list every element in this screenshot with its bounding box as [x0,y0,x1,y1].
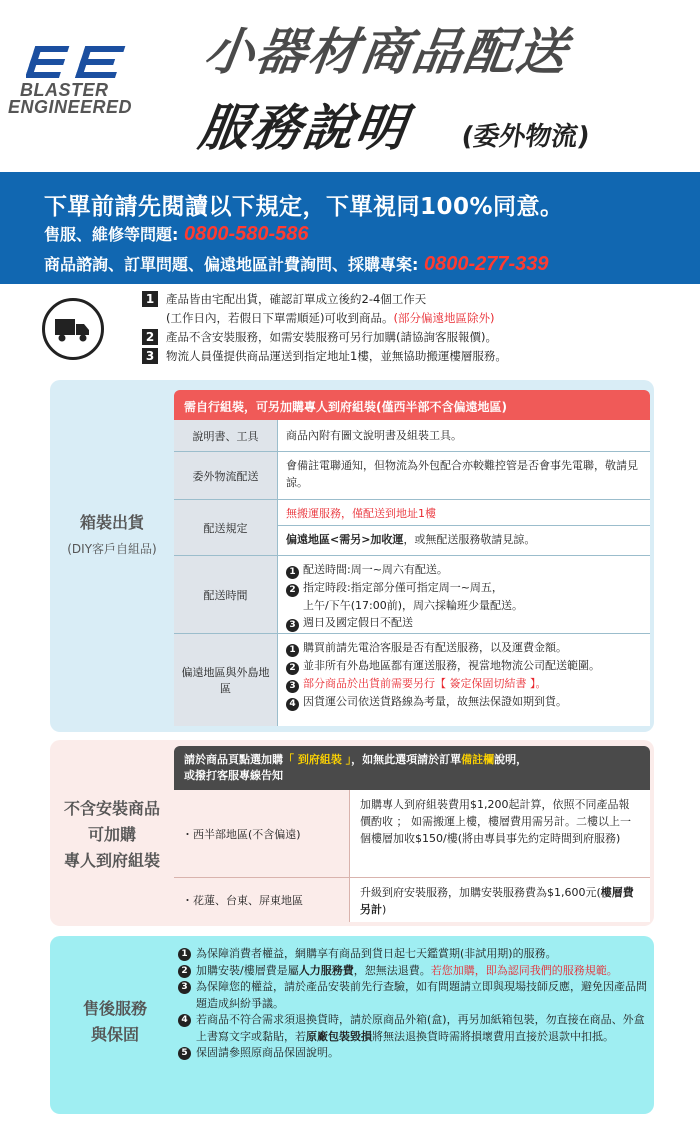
brand-name-line1: BLASTER [20,80,109,100]
service-contact [44,222,309,246]
row2-text-c: ) [382,903,387,916]
number-circle: 3 [178,981,191,994]
header-text-c: 說明， [494,753,528,766]
time-item-3 [286,614,642,632]
row-label: 委外物流配送 [174,452,278,499]
row2-text-a: 升級到府安裝服務，加購安裝服務費為$1,600元( [360,886,601,899]
section-2-table [174,746,650,922]
row-text: 加購專人到府組裝費用$1,200起計算，依照不同產品報價酌收 ； 如需搬運上樓，樓層費用需另計。二樓以上一個樓層加收$150/樓(將由專員事先約定時間到府服務) [350,790,650,877]
section-2-line3: 專人到府組裝 [63,851,160,870]
number-circle: 3 [286,680,299,693]
row-label: 說明書、工具 [174,420,278,451]
list-item [178,946,648,963]
truck-icon [42,298,104,360]
notice-item-1-text: 產品皆由宅配出貨，確認訂單成立後約2-4個工作天 [166,292,427,306]
row-text: 商品內附有圖文說明書及組裝工具。 [286,429,462,442]
row-label: ・花蓮、台東、屏東地區 [174,878,350,922]
header-highlight-1: 「 到府組裝 」 [283,753,352,766]
section-1-subtitle: (DIY客戶自組品) [67,542,157,556]
item4-text-a: 若商品不符合需求須退換貨時，請於原商品外箱(盒)，再另加紙箱包裝，勿直接在商品、外盒上書寫文字或黏貼，若 [196,1013,645,1043]
notice-item-1-red: (部分偏遠地區除外) [393,311,495,325]
page-title-line1: 小器材商品配送 [200,23,573,81]
number-circle: 1 [286,566,299,579]
section-3-line1: 售後服務 [82,999,147,1018]
section-2-line2: 可加購 [87,825,136,844]
section-2-header [174,746,650,790]
delivery-rule-cell [278,500,650,555]
time-item-1-text: 配送時間:周一~周六有配送。 [303,563,448,576]
page-title-subtitle: (委外物流) [459,122,592,152]
time-item-2 [286,579,642,597]
number-circle: 1 [178,948,191,961]
page-title-line2: 服務說明 [195,99,412,157]
after-sales-list [178,946,648,1062]
item4-text-c: 將無法退換貨時需將損壞費用直接於退款中扣抵。 [372,1029,614,1043]
time-item-3-text: 週日及國定假日不配送 [303,616,413,629]
list-item [178,1045,648,1062]
table-row [174,790,650,878]
delivery-rule-2-bold: 偏遠地區<需另>加收運 [286,533,404,546]
after-sales-section [50,936,654,1114]
remote-item-1 [286,639,642,657]
section-1-header: 需自行組裝，可另加購專人到府組裝(僅西半部不含偏遠地區) [174,390,650,420]
list-item [178,979,648,1012]
list-item-text: 保固請參照原商品保固說明。 [196,1046,339,1059]
sales-label: 商品諮詢、訂單問題、偏遠地區計費詢問、採購專案: [44,255,424,274]
delivery-rule-2-rest: ，或無配送服務敬請見諒。 [403,533,536,546]
delivery-rule-2 [278,526,650,553]
service-label: 售服、維修等問題: [44,225,184,244]
item2-text-c: ，恕無法退費。 [353,963,431,977]
time-item-2-text: 指定時段:指定部分僅可指定周一~周五， [303,581,503,594]
boxed-shipping-section [50,380,654,732]
list-item [178,1012,648,1045]
notice-item-1-line2: (工作日內，若假日下單需順延)可收到商品。 [166,311,394,325]
section-2-label [50,796,174,874]
row-label: 偏遠地區與外島地區 [174,634,278,726]
item2-text-a: 加購安裝/樓層費是屬 [196,963,299,977]
section-1-table [174,390,650,726]
number-circle: 5 [178,1047,191,1060]
number-badge: 2 [142,329,158,345]
remote-item-2-text: 並非所有外島地區都有運送服務，視當地物流公司配送範圍。 [303,659,600,672]
time-item-2b: 上午/下午(17:00前)，周六採輪班少量配送。 [303,599,523,612]
remote-area-cell [278,634,650,726]
number-circle: 2 [178,965,191,978]
table-row [174,420,650,452]
banner-title: 下單前請先閱讀以下規定，下單視同100%同意。 [44,194,564,220]
brand-logo [8,40,188,130]
table-row [174,500,650,556]
row-label: 配送規定 [174,500,278,555]
number-circle: 2 [286,584,299,597]
section-1-title: 箱裝出貨 [79,513,144,532]
section-3-label [60,996,170,1048]
be-logo-icon [26,44,146,80]
notice-item-1-cont [142,309,682,327]
list-item-text [196,963,618,980]
remote-item-4 [286,693,642,711]
remote-item-4-text: 因貨運公司依送貨路線為考量，故無法保證如期到貨。 [303,695,567,708]
notice-item-3-text: 物流人員僅提供商品運送到指定地址1樓，並無協助搬運樓層服務。 [166,349,507,363]
contact-banner [0,172,700,284]
number-badge: 1 [142,291,158,307]
section-3-line2: 與保固 [90,1025,139,1044]
number-circle: 3 [286,619,299,632]
list-item-text: 為保障您的權益，請於產品安裝前先行查驗，如有問題請立即與現場技師反應，避免因產品問題造成糾紛爭議。 [196,980,647,1010]
sales-contact [44,252,549,276]
list-item-text [196,1012,648,1045]
service-phone[interactable]: 0800-580-586 [183,223,309,245]
remote-item-2 [286,657,642,675]
item2-text-red: 若您加購，即為認同我們的服務規範。 [430,963,618,977]
notice-item-3 [142,347,682,365]
table-row [174,634,650,726]
number-circle: 4 [286,698,299,711]
notice-item-2 [142,328,682,346]
number-circle: 4 [178,1014,191,1027]
table-row [174,452,650,500]
truck-glyph-icon [45,301,101,357]
page-header [0,0,700,172]
header-highlight-2: 備註欄 [461,753,495,766]
list-item-text: 為保障消費者權益，網購享有商品到貨日起七天鑑賞期(非試用期)的服務。 [196,947,557,960]
table-row [174,556,650,634]
brand-name [8,82,188,116]
notice-item-1 [142,290,682,308]
item2-text-bold: 人力服務費 [298,963,354,977]
installation-addon-section [50,740,654,926]
row-label: 配送時間 [174,556,278,633]
remote-item-3-text: 部分商品於出貨前需要另行【 簽定保固切結書 】。 [303,677,547,690]
number-badge: 3 [142,348,158,364]
delivery-time-cell [278,556,650,633]
section-2-line1: 不含安裝商品 [63,799,160,818]
notice-item-2-text: 產品不含安裝服務，如需安裝服務可另行加購(請協詢客服報價)。 [166,330,497,344]
remote-item-1-text: 購買前請先電洽客服是否有配送服務，以及運費金額。 [303,641,567,654]
row-text: 會備註電聯通知，但物流為外包配合亦較難控管是否會事先電聯，敬請見諒。 [286,459,638,489]
header-text-a: 請於商品頁點選加購 [184,753,283,766]
table-row [174,878,650,922]
time-item-1 [286,561,642,579]
remote-item-3 [286,675,642,693]
row-label: ・西半部地區(不含偏遠) [174,790,350,877]
row2-text-bold: 樓層費另計 [360,886,634,916]
number-circle: 2 [286,662,299,675]
delivery-notice [142,290,682,366]
item4-text-bold: 原廠包裝毀損 [306,1029,372,1043]
number-circle: 1 [286,644,299,657]
row-text [350,878,650,922]
list-item [178,963,648,980]
header-line2: 或撥打客服專線告知 [184,769,283,782]
sales-phone[interactable]: 0800-277-339 [423,253,549,275]
delivery-rule-1: 無搬運服務，僅配送到地址1樓 [278,500,650,526]
brand-name-line2: ENGINEERED [8,97,133,117]
header-text-b: ，如無此選項請於訂單 [351,753,462,766]
section-1-label [50,510,174,562]
